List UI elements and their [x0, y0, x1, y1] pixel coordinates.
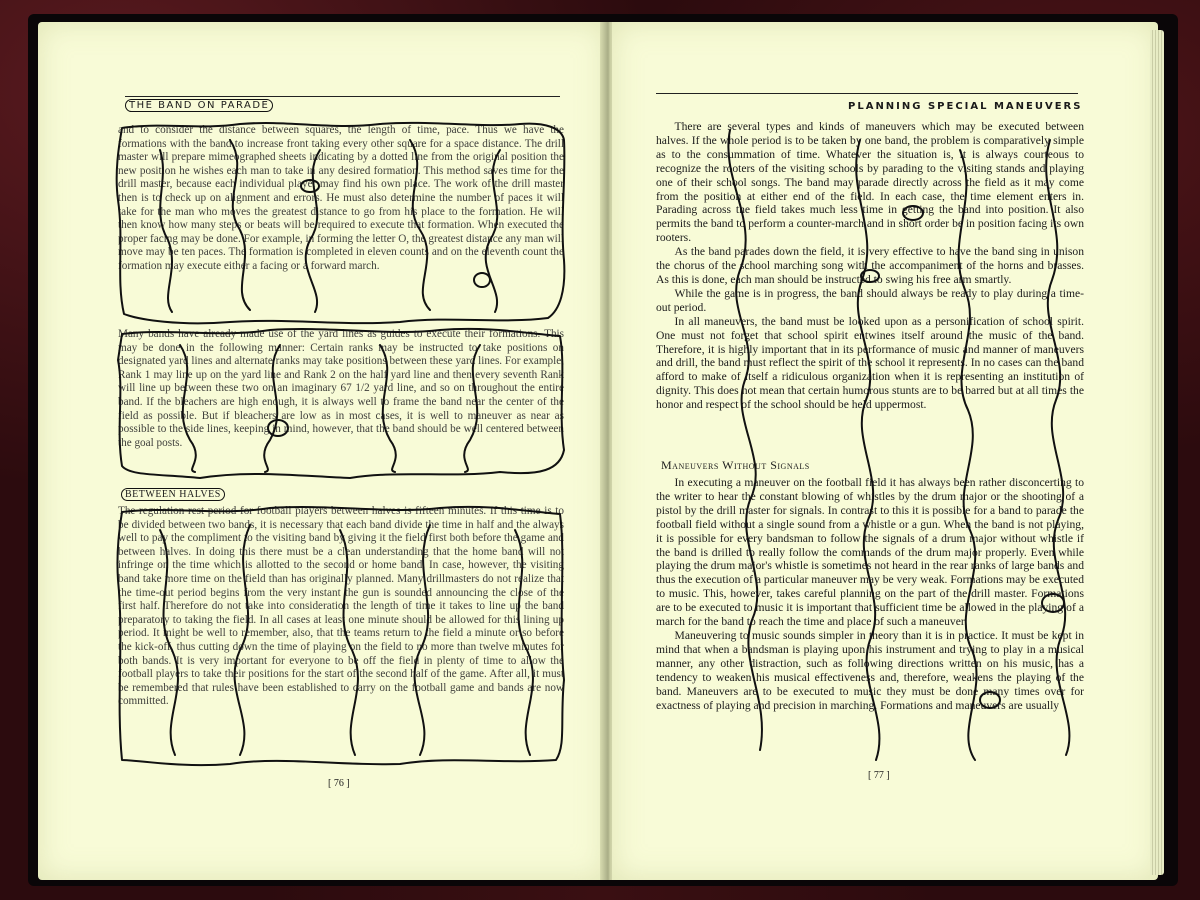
- erasure-block-3: [118, 505, 564, 767]
- left-running-head: THE BAND ON PARADE: [125, 99, 273, 112]
- right-body-top: [656, 120, 1084, 412]
- paragraph: In executing a maneuver on the football field it has always been rather disconcerting to the writer to hear the constant blowing of whistles by the drum major or the shooting of a pistol by the drill master for signals. In contrast to this it is possible for a band to parade the football field without a single sound from a whistle or a gun. When the band is not playing, it is possible for every bandsman to follow the signals of a drum major without whistle if the band is drilled to really follow the commands of the drum major properly. Even while playing the drum major's whistle is sometimes not heard in the rear ranks of large bands and thus the execution of a particular maneuver may be very weak. Formations may be executed to music. This, however, takes careful planning on the part of the drill master. Formations are to be executed to music it is important that sufficient time be allowed in the playing of a march for the band to reach the time and place of such a maneuver.: [656, 476, 1084, 629]
- erasure-block-2: [118, 328, 564, 478]
- right-subhead: Maneuvers Without Signals: [661, 458, 810, 472]
- paragraph: There are several types and kinds of maneuvers which may be executed between halves. If the whole period is to be taken by one band, the problem is comparatively simple as to the consummation of time. Whatever the situation is, it is always courteous to recognize the rooters of the visiting schools by parading to the visiting stands and playing one of their school songs. The band may parade directly across the field as it may come from the position at either end of the field. In each case, the time element enters in. Parading across the field takes much less time in getting the band into position. It also permits the band to perform a counter-march and in short order be in position facing its own rooters.: [656, 120, 1084, 245]
- paragraph: Maneuvering to music sounds simpler in theory than it is in practice. It must be kept in mind that when a bandsman is playing upon his instrument and trying to play in a musical manner, any other distraction, such as following directions written on his music, has a tendency to weaken his musical effectiveness and, therefore, weakens the playing of the band. Maneuvers are to be executed to music they must be done many times over for exactness of playing and precision in marching. Formations and maneuvers are usually: [656, 628, 1084, 712]
- erasure-text-1: and to consider the distance between squares, the length of time, pace. Thus we have the formations with the band to increase front taking every other square for a space distance. The drill master will prepare mimeographed sheets indicating by a dotted line from the original position the new position he wishes each man to take in any desired formation. This method saves time for the drill master, because each individual player may find his own place. The work of the drill master then is to check up on alignment and errors. He must also determine the number of paces it will take for the man who moves the greatest distance to go from his place to the formation. He will then know how many steps or beats will be required to execute that formation. When executed the proper facing may be done. For example, in forming the letter O, the greatest distance any man will move may be ten paces. The formation is completed in eleven counts and on the eleventh count the formation may execute either a facing or a forward march.: [118, 124, 564, 272]
- paragraph: As the band parades down the field, it is very effective to have the band sing in unison the chorus of the school marching song with the accompaniment of the horns and brasses. As this is done, each man should be instructed to swing his free arm smartly.: [656, 245, 1084, 286]
- right-page-number: [ 77 ]: [868, 770, 890, 781]
- page-edges: [1150, 30, 1164, 875]
- left-subhead: BETWEEN HALVES: [121, 488, 225, 501]
- paragraph: While the game is in progress, the band should always be ready to play during a time-out period.: [656, 286, 1084, 314]
- paragraph: In all maneuvers, the band must be looked upon as a personification of school spirit. One must not forget that school spirit entwines itself around the music of the band. Therefore, it is highly important that in its performance of music and manner of maneuvers and drill, the band must reflect the spirit of the school it represents. In no cases can the band afford to make of itself a ridiculous organization when it is representing an institution of dignity. This does not mean that certain humorous stunts are to be barred but at all times the honor and respect of the school should be held uppermost.: [656, 314, 1084, 412]
- right-running-head: PLANNING SPECIAL MANEUVERS: [848, 101, 1083, 112]
- right-body-bottom: [656, 476, 1084, 712]
- left-page-number: [ 76 ]: [328, 778, 350, 789]
- erasure-text-3: The regulation rest period for football players between halves is fifteen minutes. If this time is to be divided between two bands, it is necessary that each band divide the time in half and the always well to pay the compliment to the visiting band by giving it the field first both before the game and between halves. In doing this there must be a clean understanding that the home band will not infringe on the time which is allotted to the second or home band. In case, however, the visiting band take more time on the field than has originally planned. Many drillmasters do not realize that the time-out period begins from the very instant the gun is sounded announcing the close of the first half. Therefore do not take into consideration the length of time it takes to line up the band preparatory to taking the field. In all cases at least one minute should be allowed for this lining up period. It might be well to remember, also, that the teams return to the field a minute or so before the kick-off, thus cutting down the time of playing on the field to no more than twelve minutes for both bands. It is very important for everyone to be off the field in plenty of time to allow the football players to take their positions for the start of the second half of the game. After all, it must be remembered that rules have been established to carry on the football game and bands are now committed.: [118, 505, 564, 708]
- left-header-rule: [125, 96, 560, 97]
- erasure-text-2: Many bands have already made use of the yard lines as guides to execute their formations. This may be done in the following manner: Certain ranks may be instructed to take positions on designated yard lines and alternate ranks may take positions between these yard lines. For example, Rank 1 may line up on the yard line and Rank 2 on the half yard line and then every seventh Rank will line up between these two on an imaginary 67 1/2 yard line, and so on throughout the entire band. If the bleachers are high enough, it is always well to frame the band near the center of the field as possible. But if bleachers are low as in most cases, it is well to maneuver as near as possible to the side lines, keeping in mind, however, that the band should be well centered between the goal posts.: [118, 328, 564, 449]
- erasure-block-1: [118, 124, 564, 324]
- right-header-rule: [656, 93, 1078, 94]
